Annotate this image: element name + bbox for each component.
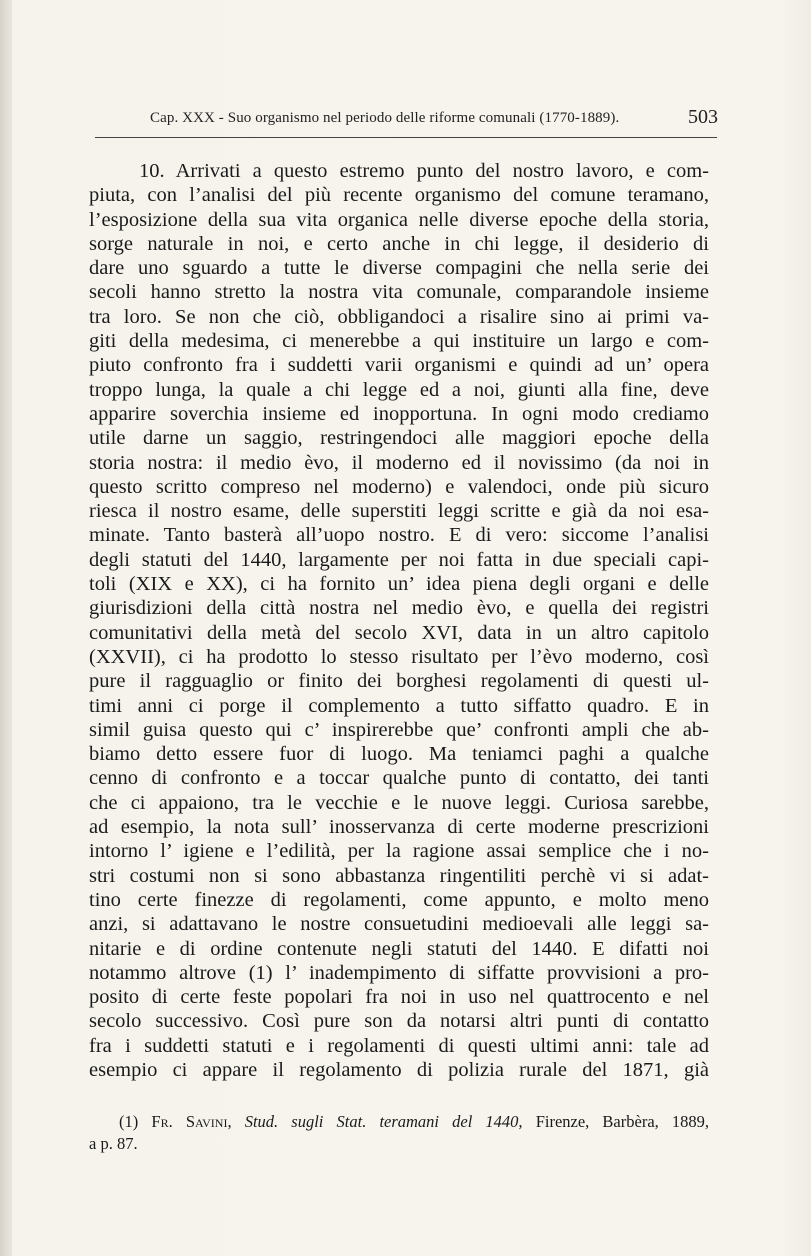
text-line: pure il ragguaglio or finito dei borghesi regolamenti di questi ul- [89, 670, 709, 693]
text-line: dare uno sguardo a tutte le diverse compagini che nella serie dei [89, 257, 709, 280]
footnote-publication: Firenze, Barbèra, 1889, [535, 1112, 710, 1131]
footnote-author: Fr. Savini, [151, 1112, 232, 1131]
text-line: piuto confronto fra i suddetti varii organismi e quindi ad un’ opera [89, 354, 709, 377]
text-line: sorge naturale in noi, e certo anche in chi legge, il desiderio di [89, 232, 709, 255]
text-line: ad esempio, la nota sull’ inosservanza di certe moderne prescrizioni [89, 816, 709, 839]
text-line: utile darne un saggio, restringendoci alle maggiori epoche della [89, 427, 709, 450]
text-line: secolo successivo. Così pure son da notarsi altri punti di contatto [89, 1010, 709, 1033]
footnote-marker: (1) [119, 1112, 139, 1131]
text-line: fra i suddetti statuti e i regolamenti di questi ultimi anni: tale ad [89, 1034, 709, 1057]
text-line: nitarie e di ordine contenute negli statuti del 1440. E difatti noi [89, 937, 709, 960]
header-rule [95, 137, 717, 138]
text-line: tra loro. Se non che ciò, obbligandoci a risalire sino ai primi va- [89, 305, 709, 328]
text-line: notammo altrove (1) l’ inadempimento di siffatte provvisioni a pro- [89, 961, 709, 984]
text-line: l’esposizione della sua vita organica nelle diverse epoche della storia, [89, 208, 709, 231]
text-line: intorno l’ igiene e l’edilità, per la ragione assai semplice che i no- [89, 840, 709, 863]
body-text [89, 159, 709, 1082]
running-header-title: Cap. XXX - Suo organismo nel periodo delle riforme comunali (1770-1889). [150, 110, 620, 126]
text-line: 10. Arrivati a questo estremo punto del nostro lavoro, e com- [139, 160, 709, 182]
text-line: timi anni ci porge il complemento a tutto siffatto quadro. E in [89, 694, 709, 717]
text-line: posito di certe feste popolari fra noi in uso nel quattrocento e nel [89, 986, 709, 1009]
footnote-work-title: Stud. sugli Stat. teramani del 1440, [244, 1112, 523, 1131]
text-line: stri costumi non si sono abbastanza ringentiliti perchè vi si adat- [89, 864, 709, 887]
footnote [89, 1111, 709, 1155]
text-line: secoli hanno stretto la nostra vita comunale, comparandole insieme [89, 281, 709, 304]
text-line: (XXVII), ci ha prodotto lo stesso risultato per l’èvo moderno, così [89, 645, 709, 668]
text-line: piuta, con l’analisi del più recente organismo del comune teramano, [89, 184, 709, 207]
text-line: minate. Tanto basterà all’uopo nostro. E di vero: siccome l’analisi [89, 524, 709, 547]
text-line: tino certe finezze di regolamenti, come appunto, e molto meno [89, 888, 709, 911]
footnote-line [89, 1133, 709, 1155]
text-line: degli statuti del 1440, largamente per noi fatta in due speciali capi- [89, 548, 709, 571]
text-line: storia nostra: il medio èvo, il moderno ed il novissimo (da noi in [89, 451, 709, 474]
text-line: esempio ci appare il regolamento di polizia rurale del 1871, già [89, 1058, 709, 1081]
text-line: toli (XIX e XX), ci ha fornito un’ idea piena degli organi e delle [89, 573, 709, 596]
text-line: apparire soverchia insieme ed inopportuna. In ogni modo crediamo [89, 402, 709, 425]
text-line: troppo lunga, la quale a chi legge ed a noi, giunti alla fine, deve [89, 378, 709, 401]
text-line: riesca il nostro esame, delle superstiti leggi scritte e già da noi esa- [89, 500, 709, 523]
footnote-page-ref: a p. 87. [89, 1134, 138, 1153]
text-line: simil guisa questo qui c’ inspirerebbe que’ confronti ampli che ab- [89, 718, 709, 741]
text-line: biamo detto essere fuor di luogo. Ma teniamci paghi a qualche [89, 743, 709, 766]
text-line: cenno di confronto e a toccar qualche punto di contatto, dei tanti [89, 767, 709, 790]
text-line: giti della medesima, ci menerebbe a qui instituire un largo e com- [89, 330, 709, 353]
text-line: questo scritto compreso nel moderno) e valendoci, onde più sicuro [89, 475, 709, 498]
footnote-line [89, 1111, 709, 1133]
text-line: giurisdizioni della città nostra nel medio èvo, e quella dei registri [89, 597, 709, 620]
running-header [90, 106, 718, 136]
page-number: 503 [688, 106, 718, 128]
text-line: anzi, si adattavano le nostre consuetudini medioevali alle leggi sa- [89, 913, 709, 936]
book-spine-shadow [0, 0, 12, 1256]
text-line: che ci appaiono, tra le vecchie e le nuove leggi. Curiosa sarebbe, [89, 791, 709, 814]
text-line: comunitativi della metà del secolo XVI, data in un altro capitolo [89, 621, 709, 644]
